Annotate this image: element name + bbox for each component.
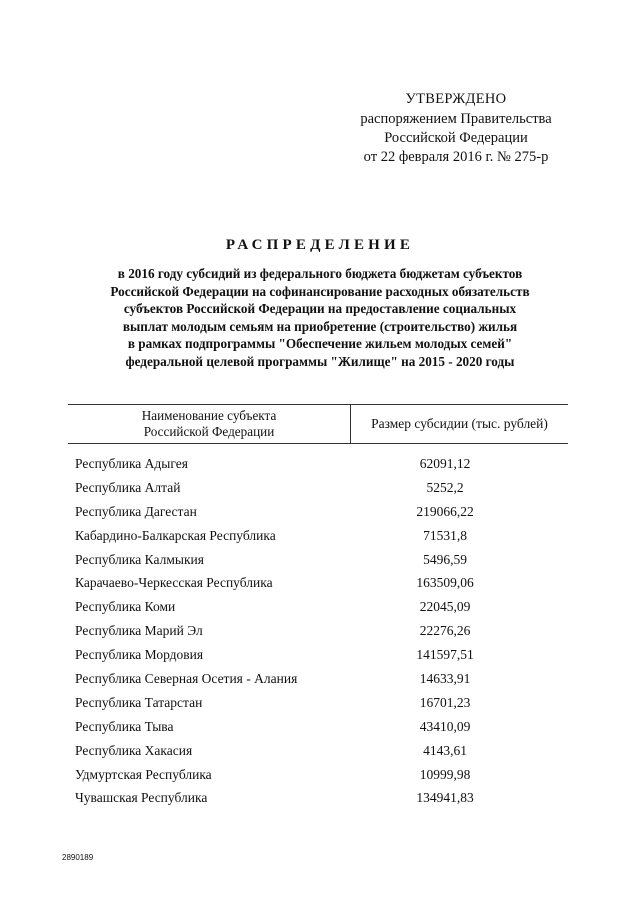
region-name: Республика Мордовия xyxy=(75,647,204,663)
column-header-amount: Размер субсидии (тыс. рублей) xyxy=(371,416,548,431)
subsidy-amount: 43410,09 xyxy=(419,718,471,734)
approval-line-3: от 22 февраля 2016 г. № 275-р xyxy=(363,149,549,165)
table-row xyxy=(0,552,640,576)
column-header-region-line-2: Российской Федерации xyxy=(143,424,275,439)
column-header-region-line-1: Наименование субъекта xyxy=(141,408,277,423)
table-row xyxy=(0,743,640,767)
table-row xyxy=(0,480,640,504)
table-row xyxy=(0,647,640,671)
subsidy-amount: 10999,98 xyxy=(419,766,471,782)
region-name: Республика Тыва xyxy=(75,718,174,734)
subsidy-amount: 134941,83 xyxy=(416,790,474,806)
subsidy-amount: 16701,23 xyxy=(419,694,471,710)
region-name: Республика Дагестан xyxy=(75,503,197,519)
subsidy-amount: 71531,8 xyxy=(423,527,467,543)
approval-block xyxy=(338,90,574,167)
region-name: Удмуртская Республика xyxy=(75,766,212,782)
document-subtitle xyxy=(60,265,580,371)
table-row xyxy=(0,528,640,552)
region-name: Республика Марий Эл xyxy=(75,623,203,639)
subtitle-line: выплат молодым семьям на приобретение (строительство) жилья xyxy=(122,318,518,334)
subsidy-amount: 5252,2 xyxy=(426,479,464,495)
region-name: Карачаево-Черкесская Республика xyxy=(75,575,273,591)
region-name: Чувашская Республика xyxy=(75,790,208,806)
table-body xyxy=(0,456,640,814)
subsidy-amount: 22276,26 xyxy=(419,623,471,639)
table-row xyxy=(0,695,640,719)
table-row xyxy=(0,790,640,814)
region-name: Республика Калмыкия xyxy=(75,551,204,567)
table-row xyxy=(0,767,640,791)
region-name: Республика Хакасия xyxy=(75,742,193,758)
subtitle-line: Российской Федерации на софинансирование расходных обязательств xyxy=(110,283,530,299)
subsidy-amount: 163509,06 xyxy=(416,575,474,591)
table-row xyxy=(0,599,640,623)
region-name: Кабардино-Балкарская Республика xyxy=(75,527,276,543)
region-name: Республика Алтай xyxy=(75,479,181,495)
subtitle-line: субъектов Российской Федерации на предоставление социальных xyxy=(123,301,517,317)
document-title: РАСПРЕДЕЛЕНИЕ xyxy=(225,237,415,253)
region-name: Республика Татарстан xyxy=(75,694,203,710)
table-row xyxy=(0,575,640,599)
subtitle-line: федеральной целевой программы "Жилище" на 2015 - 2020 годы xyxy=(125,353,515,369)
subsidy-amount: 22045,09 xyxy=(419,599,471,615)
subsidy-amount: 141597,51 xyxy=(416,647,474,663)
subsidy-amount: 219066,22 xyxy=(416,503,474,519)
table-row xyxy=(0,719,640,743)
subsidy-amount: 62091,12 xyxy=(419,456,471,471)
subsidy-amount: 4143,61 xyxy=(423,742,467,758)
approval-title: УТВЕРЖДЕНО xyxy=(405,91,507,107)
table-row xyxy=(0,456,640,480)
table-row xyxy=(0,623,640,647)
approval-line-2: Российской Федерации xyxy=(384,130,528,146)
subtitle-line: в 2016 году субсидий из федерального бюджета бюджетам субъектов xyxy=(117,266,523,281)
table-row xyxy=(0,671,640,695)
region-name: Республика Коми xyxy=(75,599,176,615)
subsidy-amount: 14633,91 xyxy=(419,671,471,687)
table-row xyxy=(0,504,640,528)
region-name: Республика Адыгея xyxy=(75,456,188,471)
subtitle-line: в рамках подпрограммы "Обеспечение жильем молодых семей" xyxy=(127,336,513,352)
approval-line-1: распоряжением Правительства xyxy=(360,111,552,127)
column-header-region xyxy=(68,408,350,440)
document-code: 2890189 xyxy=(62,853,94,862)
table-header xyxy=(68,404,568,444)
subsidy-amount: 5496,59 xyxy=(423,551,467,567)
region-name: Республика Северная Осетия - Алания xyxy=(75,671,298,687)
